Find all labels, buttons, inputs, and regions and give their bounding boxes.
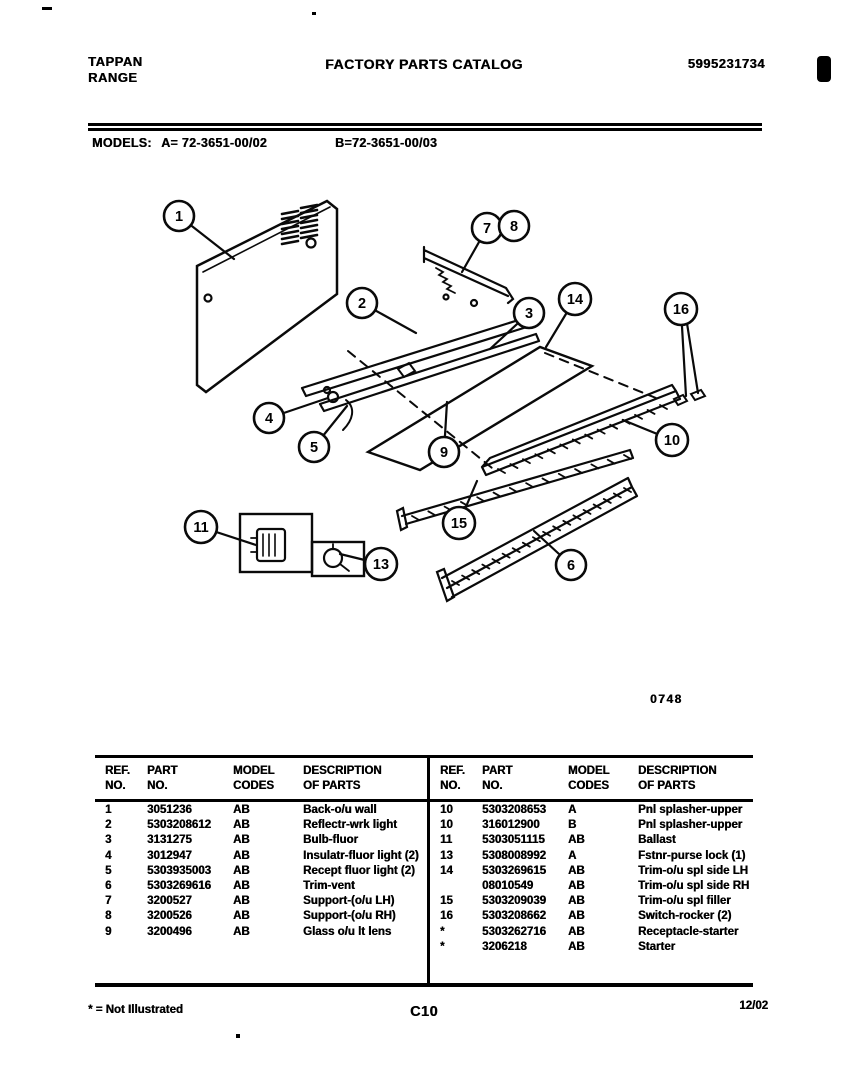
ref-cell: *: [440, 940, 445, 953]
hatch-tick: [559, 474, 566, 478]
model-cell: AB: [233, 834, 250, 847]
part-cell: 3200526: [147, 910, 192, 923]
ref-cell: 2: [105, 819, 112, 832]
ref-cell: *: [440, 925, 445, 938]
callout-3: [514, 298, 544, 328]
desc-cell: Support-(o/u LH): [303, 895, 395, 908]
model-cell: AB: [233, 895, 250, 908]
table-row: [95, 849, 425, 864]
hatch-tick: [412, 516, 419, 520]
header-cell: MODEL: [233, 765, 275, 777]
part-support-bracket: [424, 247, 513, 306]
desc-cell: Glass o/u lt lens: [303, 925, 392, 938]
desc-cell: Starter: [638, 940, 676, 953]
header-cell: NO.: [440, 780, 461, 792]
ref-cell: 9: [105, 925, 112, 938]
header-cell: REF.: [440, 765, 465, 777]
brand-line2: RANGE: [88, 70, 138, 85]
model-cell: AB: [568, 925, 585, 938]
ref-cell: 13: [440, 849, 453, 862]
table-row: [95, 879, 425, 894]
desc-cell: Bulb-fluor: [303, 834, 358, 847]
ref-cell: 10: [440, 819, 453, 832]
scan-artifact: [236, 1034, 240, 1038]
desc-cell: Pnl splasher-upper: [638, 819, 743, 832]
parts-table-right: [430, 757, 755, 983]
part-cell: 3200496: [147, 925, 192, 938]
table-row: [95, 925, 425, 940]
part-cell: 3200527: [147, 895, 192, 908]
table-row: [430, 864, 755, 879]
header-cell: REF.: [105, 765, 130, 777]
callout-7: [472, 213, 502, 243]
page-title: FACTORY PARTS CATALOG: [325, 56, 523, 72]
hatch-tick: [542, 478, 549, 482]
part-cell: 5303208653: [482, 804, 546, 816]
part-cell: 5308008992: [482, 849, 546, 862]
part-cell: 5303935003: [147, 864, 211, 877]
model-cell: AB: [568, 834, 585, 847]
scan-artifact: [42, 7, 52, 10]
desc-cell: Switch-rocker (2): [638, 910, 732, 923]
brand-line1: TAPPAN: [88, 54, 143, 69]
callout-number: 3: [524, 306, 534, 322]
table-row: [430, 803, 755, 818]
table-row: [430, 909, 755, 924]
callout-number: 16: [672, 302, 690, 318]
callout-4: [254, 403, 284, 433]
part-cell: 3206218: [482, 940, 527, 953]
table-row: [430, 849, 755, 864]
revision-date: 12/02: [739, 1000, 768, 1012]
ref-cell: 3: [105, 834, 112, 847]
part-fasteners: [674, 390, 705, 405]
model-cell: B: [568, 819, 577, 832]
table-header-row: [95, 779, 425, 794]
table-rows: [430, 794, 755, 955]
desc-cell: Pnl splasher-upper: [638, 804, 743, 816]
not-illustrated-note: * = Not Illustrated: [88, 1004, 183, 1016]
hatch-tick: [510, 488, 517, 492]
hatch-tick: [477, 497, 484, 501]
ref-cell: 11: [440, 834, 453, 847]
part-cell: 3131275: [147, 834, 192, 847]
header-cell: DESCRIPTION: [303, 765, 382, 777]
callout-11: [185, 511, 217, 543]
header-cell: NO.: [147, 780, 168, 792]
callout-1: [164, 201, 194, 231]
callout-6: [556, 550, 586, 580]
header-cell: CODES: [568, 780, 609, 792]
callout-number: 7: [482, 221, 492, 237]
header-cell: MODEL: [568, 765, 610, 777]
part-cell: 316012900: [482, 819, 540, 832]
part-back-wall: [197, 201, 337, 392]
callout-number: 8: [509, 219, 519, 235]
table-header-row: [430, 764, 755, 779]
table-row: [95, 864, 425, 879]
callout-2: [347, 288, 377, 318]
desc-cell: Fstnr-purse lock (1): [638, 849, 746, 862]
model-cell: AB: [568, 910, 585, 923]
hatch-tick: [624, 455, 631, 459]
callout-15: [443, 507, 475, 539]
desc-cell: Trim-vent: [303, 879, 355, 892]
publication-number: 5995231734: [687, 56, 765, 71]
figure-code: 0748: [650, 692, 683, 706]
table-row: [430, 894, 755, 909]
model-cell: AB: [233, 819, 250, 832]
callout-10: [656, 424, 688, 456]
desc-cell: Receptacle-starter: [638, 925, 739, 938]
model-a: A= 72-3651-00/02: [161, 136, 267, 150]
callout-number: 15: [450, 516, 468, 532]
part-cell: 5303262716: [482, 925, 546, 938]
table-row: [95, 909, 425, 924]
ref-cell: 7: [105, 895, 112, 908]
callout-number: 13: [372, 557, 390, 573]
hatch-tick: [428, 511, 435, 515]
table-row: [95, 803, 425, 818]
header-cell: PART: [482, 765, 513, 777]
hatch-tick: [591, 464, 598, 468]
table-row: [95, 818, 425, 833]
table-header-row: [95, 764, 425, 779]
part-cell: 5303209039: [482, 895, 546, 908]
part-cell: 3051236: [147, 804, 192, 816]
callout-number: 2: [357, 296, 367, 312]
callout-5: [299, 432, 329, 462]
part-cell: 5303051115: [482, 834, 545, 847]
hatch-tick: [526, 483, 533, 487]
ref-cell: 15: [440, 895, 453, 908]
model-cell: AB: [568, 895, 585, 908]
callout-16: [665, 293, 697, 325]
ref-cell: 4: [105, 849, 112, 862]
scan-artifact: [312, 12, 316, 15]
table-row: [430, 879, 755, 894]
scan-artifact: [817, 56, 831, 82]
header-cell: OF PARTS: [303, 780, 361, 792]
desc-cell: Support-(o/u RH): [303, 910, 396, 923]
model-cell: AB: [233, 849, 250, 862]
table-row: [430, 940, 755, 955]
model-cell: AB: [233, 879, 250, 892]
desc-cell: Reflectr-wrk light: [303, 819, 397, 832]
callout-layer: [164, 201, 698, 585]
desc-cell: Trim-o/u spl filler: [638, 895, 731, 908]
model-cell: A: [568, 849, 577, 862]
header-cell: CODES: [233, 780, 274, 792]
table-header: [430, 757, 755, 794]
callout-number: 9: [439, 445, 449, 461]
table-header-row: [430, 779, 755, 794]
callout-number: 6: [566, 558, 576, 574]
callout-number: 1: [174, 209, 184, 225]
hatch-tick: [575, 469, 582, 473]
header-cell: OF PARTS: [638, 780, 696, 792]
model-cell: AB: [233, 910, 250, 923]
header-cell: DESCRIPTION: [638, 765, 717, 777]
callout-number: 11: [193, 520, 209, 536]
part-cell: 3012947: [147, 849, 192, 862]
table-header: [95, 757, 425, 794]
callout-8: [499, 211, 529, 241]
ref-cell: 10: [440, 804, 453, 816]
desc-cell: Back-o/u wall: [303, 804, 377, 816]
hatch-tick: [608, 460, 615, 464]
table-rows: [95, 794, 425, 940]
part-cell: 5303208662: [482, 910, 546, 923]
desc-cell: Insulatr-fluor light (2): [303, 849, 419, 862]
ref-cell: 1: [105, 804, 112, 816]
ref-cell: 6: [105, 879, 112, 892]
model-cell: AB: [233, 864, 250, 877]
part-cell: 5303208612: [147, 819, 211, 832]
header-cell: NO.: [482, 780, 503, 792]
hatch-tick: [494, 493, 501, 497]
model-cell: AB: [568, 864, 585, 877]
ref-cell: 5: [105, 864, 112, 877]
callout-number: 5: [309, 440, 319, 456]
callout-number: 10: [663, 433, 681, 449]
desc-cell: Trim-o/u spl side LH: [638, 864, 748, 877]
header-cell: NO.: [105, 780, 126, 792]
dashed-guide-right: [545, 353, 656, 398]
parts-table-left: [95, 757, 425, 983]
callout-14: [559, 283, 591, 315]
ref-cell: 14: [440, 864, 453, 877]
ref-cell: 8: [105, 910, 112, 923]
callout-9: [429, 437, 459, 467]
table-row: [95, 833, 425, 848]
model-cell: AB: [233, 925, 250, 938]
callout-13: [365, 548, 397, 580]
callout-leader: [686, 317, 698, 393]
table-row: [430, 833, 755, 848]
desc-cell: Ballast: [638, 834, 676, 847]
desc-cell: Trim-o/u spl side RH: [638, 879, 750, 892]
part-cell: 5303269615: [482, 864, 546, 877]
desc-cell: Recept fluor light (2): [303, 864, 415, 877]
ref-cell: 16: [440, 910, 453, 923]
page-number: C10: [409, 1004, 439, 1020]
table-row: [430, 818, 755, 833]
model-b: B=72-3651-00/03: [335, 136, 438, 150]
table-row: [430, 925, 755, 940]
header-cell: PART: [147, 765, 178, 777]
callout-number: 14: [566, 292, 584, 308]
table-row: [95, 894, 425, 909]
models-label: MODELS:: [92, 136, 152, 150]
model-cell: AB: [568, 879, 585, 892]
model-cell: AB: [568, 940, 585, 953]
callout-number: 4: [264, 411, 274, 427]
part-cell: 5303269616: [147, 879, 211, 892]
table-rule-bottom: [95, 983, 753, 987]
part-cell: 08010549: [482, 879, 534, 892]
part-reflector: [302, 318, 530, 396]
model-cell: A: [568, 804, 577, 816]
model-cell: AB: [233, 804, 250, 816]
